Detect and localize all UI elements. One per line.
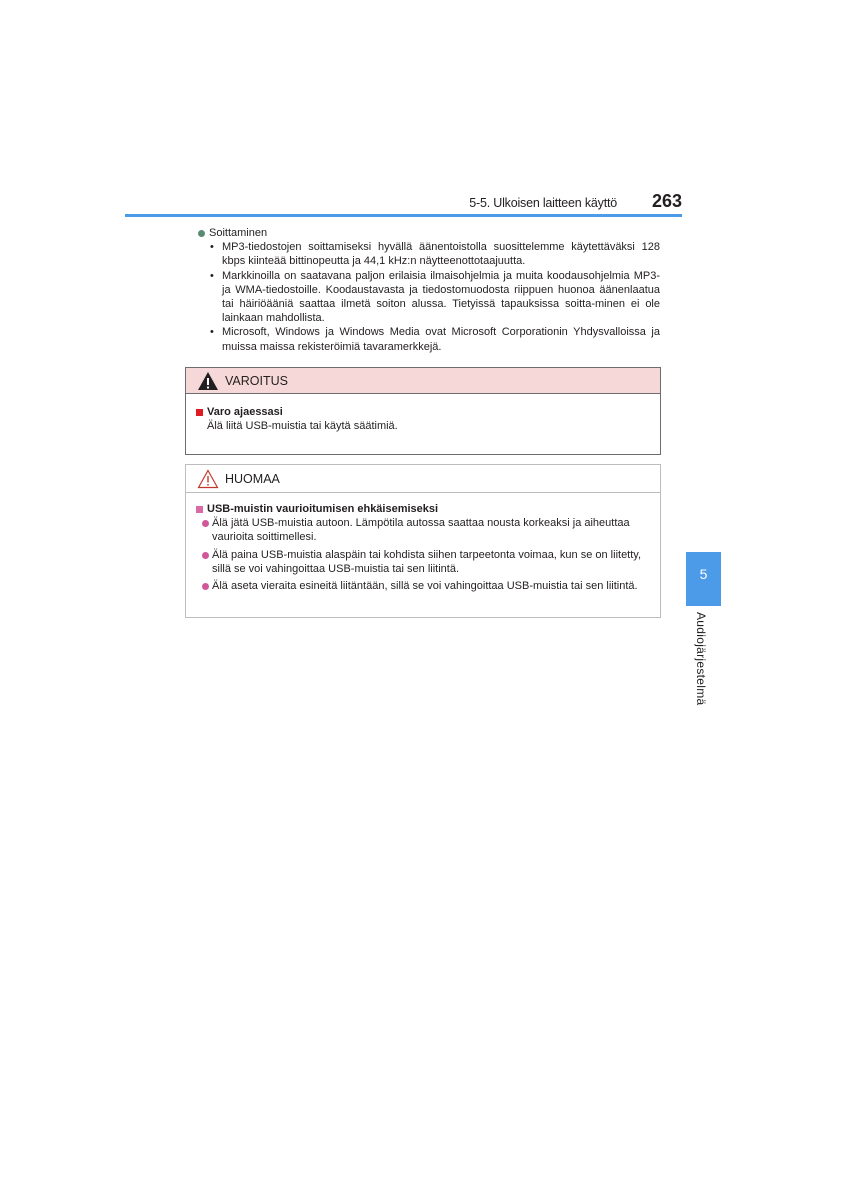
notice-subtitle: USB-muistin vaurioitumisen ehkäisemiseksi (207, 503, 439, 515)
bullet-icon: • (210, 241, 214, 254)
list-item (196, 548, 650, 576)
notice-title: HUOMAA (225, 471, 280, 486)
playback-heading-row (198, 226, 660, 240)
playback-heading: Soittaminen (209, 227, 268, 239)
list-item (196, 579, 650, 593)
playback-section (198, 226, 660, 354)
list-item (198, 269, 660, 326)
chapter-label: Audiojärjestelmä (694, 612, 708, 706)
notice-box (185, 464, 661, 618)
bullet-icon: • (210, 326, 214, 339)
list-item (196, 516, 650, 544)
notice-list (196, 516, 650, 593)
playback-list (198, 240, 660, 354)
caution-triangle-icon (197, 469, 219, 489)
list-item (198, 325, 660, 353)
red-square-icon (196, 409, 203, 416)
notice-subheading (196, 502, 650, 516)
warning-box (185, 367, 661, 455)
warning-header (186, 368, 660, 394)
list-item-text: Microsoft, Windows ja Windows Media ovat Microsoft Corporationin Yhdysvalloissa ja muissa maissa rekisteröimiä tavaramerkkejä. (222, 326, 660, 353)
list-item-text: Älä paina USB-muistia alaspäin tai kohdista siihen tarpeetonta voimaa, kun se on liitetty, sillä se voi vahingoittaa USB-muistia tai sen liitintä. (212, 548, 642, 575)
notice-body (186, 493, 660, 593)
warning-subtitle: Varo ajaessasi (207, 406, 283, 418)
pink-dot-icon (202, 583, 209, 590)
list-item-text: Älä aseta vieraita esineitä liitäntään, sillä se voi vahingoittaa USB-muistia tai sen liitintä. (212, 580, 638, 593)
chapter-number: 5 (699, 566, 708, 582)
pink-dot-icon (202, 552, 209, 559)
warning-body (186, 394, 660, 433)
list-item-text: Älä jätä USB-muistia autoon. Lämpötila autossa saattaa nousta korkeaksi ja aiheuttaa vaurioita soittimellesi. (212, 517, 630, 544)
chapter-tab (686, 552, 721, 606)
pink-square-icon (196, 506, 203, 513)
warning-text: Älä liitä USB-muistia tai käytä säätimiä. (207, 420, 398, 433)
pink-dot-icon (202, 520, 209, 527)
list-item (198, 240, 660, 268)
list-item-text: Markkinoilla on saatavana paljon erilaisia ilmaisohjelmia ja muita koodausohjelmia MP3- ja WMA-tiedostoille. Koodaustavasta ja tiedostomuodosta riippuen huonoa äänenlaatua tai häiriöääniä saattaa ilmetä soiton alussa. Tietyissä tapauksissa soitta-minen ei ole lainkaan mahdollista. (222, 269, 660, 325)
section-title: 5-5. Ulkoisen laitteen käyttö (469, 196, 617, 210)
list-item-text: MP3-tiedostojen soittamiseksi hyvällä äänentoistolla suosittelemme käytettäväksi 128 kbps kiinteää bittinopeutta ja 44,1 kHz:n näytteenottotaajuutta. (222, 241, 660, 268)
page-header (125, 191, 682, 217)
page-number: 263 (651, 191, 682, 211)
warning-title: VAROITUS (225, 373, 288, 388)
notice-header (186, 465, 660, 493)
warning-triangle-icon (197, 371, 219, 391)
header-rule (125, 214, 682, 217)
warning-subheading (196, 405, 650, 419)
bullet-icon: • (210, 269, 214, 282)
bullet-dot-icon (198, 230, 205, 237)
